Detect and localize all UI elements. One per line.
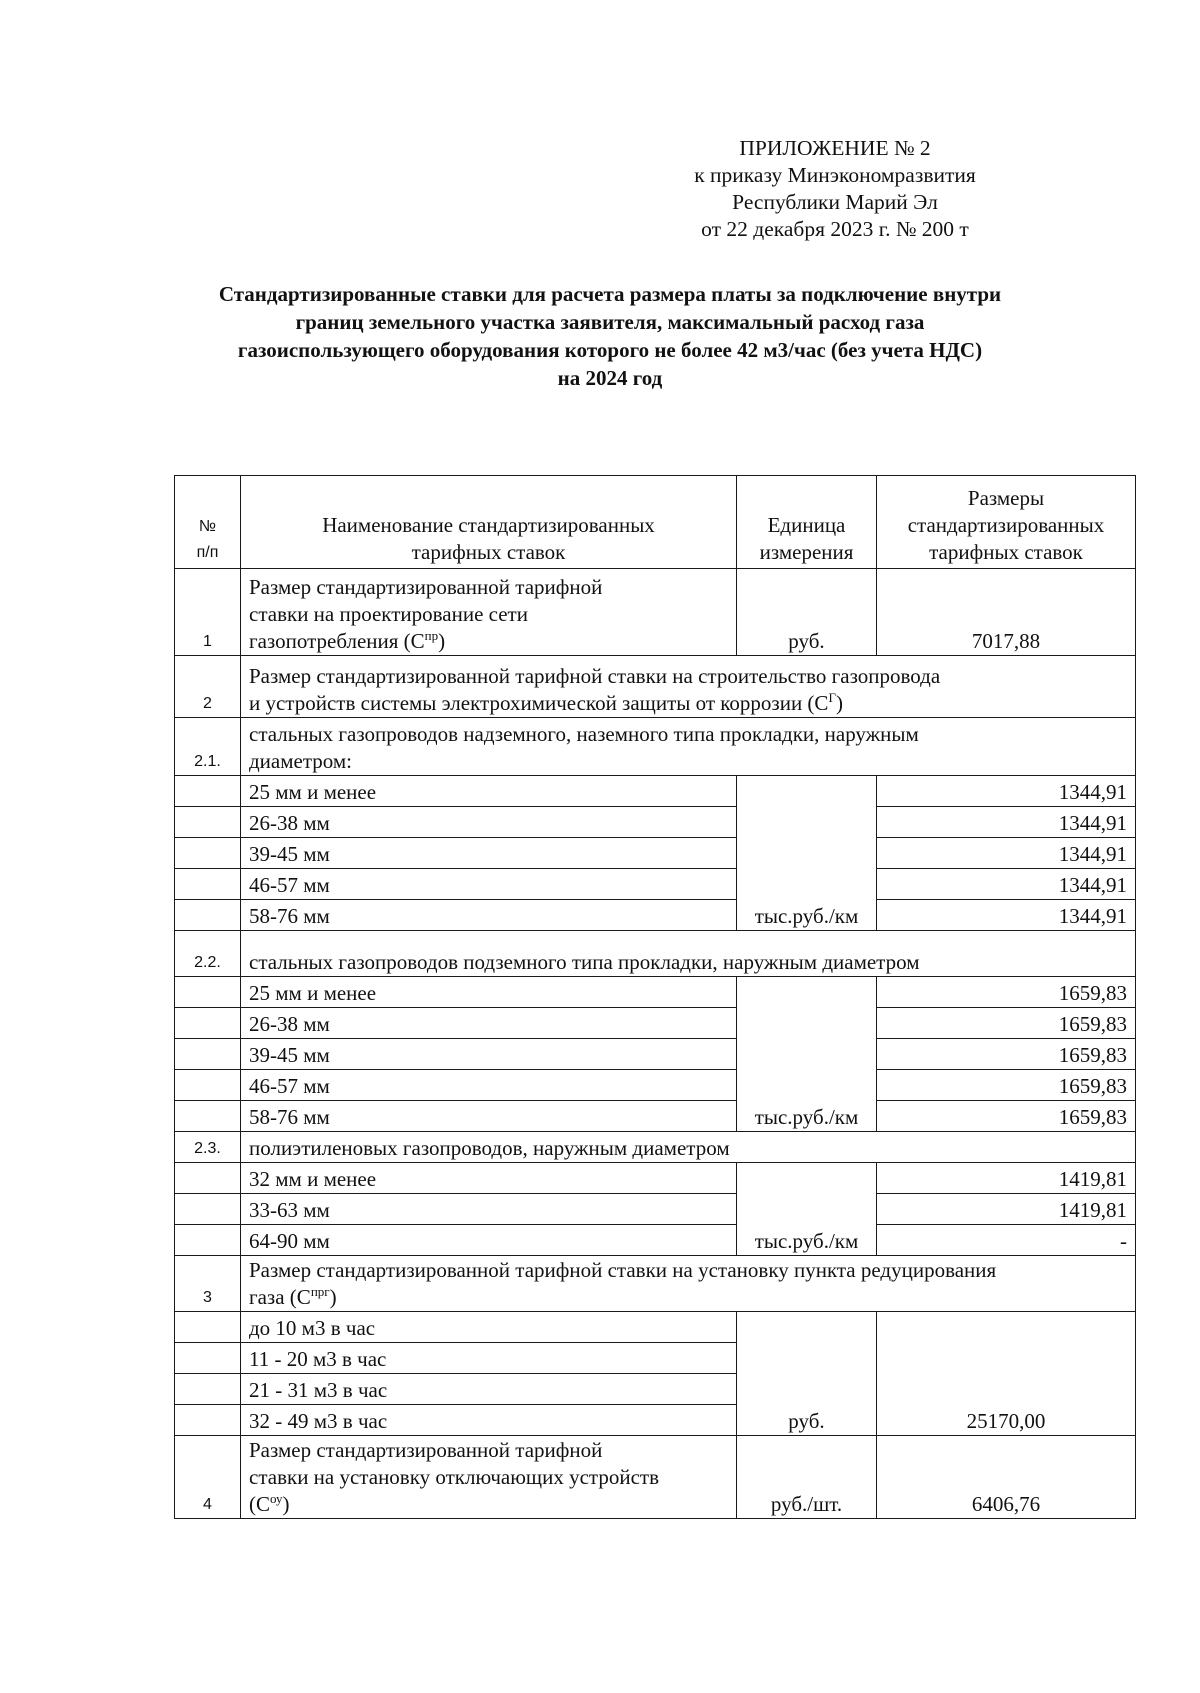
row-2-3-c-value: -: [877, 1225, 1136, 1256]
row-2-1-b-number: [175, 807, 241, 838]
row-2-1-b-value: 1344,91: [877, 807, 1136, 838]
row-2-1-e-value: 1344,91: [877, 900, 1136, 931]
header-name-line-1: Наименование стандартизированных: [322, 513, 655, 537]
row-2-3-unit: тыс.руб./км: [737, 1163, 877, 1256]
title-line-3: газоиспользующего оборудования которого не более 42 м3/час (без учета НДС): [237, 338, 983, 362]
row-1-name-line-3: газопотребления (С: [249, 629, 425, 653]
row-2-1-number: 2.1.: [175, 718, 241, 776]
header-name: [241, 476, 737, 569]
row-2-3-c-name: 64-90 мм: [241, 1225, 737, 1256]
table-row-2: [175, 656, 1136, 718]
row-2-2-d-name: 46-57 мм: [241, 1070, 737, 1101]
title-line-2: границ земельного участка заявителя, максимальный расход газа: [295, 310, 925, 334]
row-2-2-d-value: 1659,83: [877, 1070, 1136, 1101]
row-3-a-number: [175, 1312, 241, 1343]
row-4-name-line-1: Размер стандартизированной тарифной: [249, 1438, 603, 1462]
row-2-2-b-number: [175, 1008, 241, 1039]
row-2-name-line-1: Размер стандартизированной тарифной ставки на строительство газопровода: [249, 664, 941, 688]
row-1-unit: руб.: [737, 569, 877, 656]
table-row-2-1: [175, 718, 1136, 776]
table-row-4: [175, 1436, 1136, 1519]
table-row-2-1-e: [175, 900, 1136, 931]
title-line-1: Стандартизированные ставки для расчета размера платы за подключение внутри: [218, 282, 1002, 306]
row-1-value: 7017,88: [877, 569, 1136, 656]
table-row-2-3: [175, 1132, 1136, 1163]
row-2-1-c-number: [175, 838, 241, 869]
row-4-unit: руб./шт.: [737, 1436, 877, 1519]
row-4-name-line-2: ставки на установку отключающих устройств: [249, 1465, 659, 1489]
table-row-3: [175, 1256, 1136, 1312]
row-2-1-name: [241, 718, 1136, 776]
row-2-1-a-number: [175, 776, 241, 807]
row-4-name-line-3: (С: [249, 1492, 270, 1516]
row-3-c-number: [175, 1374, 241, 1405]
row-2-3-b-value: 1419,81: [877, 1194, 1136, 1225]
row-1-name: [241, 569, 737, 656]
header-name-line-2: тарифных ставок: [411, 540, 566, 564]
row-2-1-d-name: 46-57 мм: [241, 869, 737, 900]
row-2-3-b-name: 33-63 мм: [241, 1194, 737, 1225]
row-2-3-b-number: [175, 1194, 241, 1225]
row-4-number: 4: [175, 1436, 241, 1519]
row-2-superscript: Г: [828, 690, 836, 705]
row-3-name-line-1: Размер стандартизированной тарифной ставки на установку пункта редуцирования: [249, 1258, 997, 1282]
row-3-value: 25170,00: [877, 1312, 1136, 1436]
row-3-number: 3: [175, 1256, 241, 1312]
row-2-2-b-name: 26-38 мм: [241, 1008, 737, 1039]
header-size: [877, 476, 1136, 569]
header-unit-line-1: Единица: [767, 513, 846, 537]
table-row-2-2: [175, 931, 1136, 977]
rates-table: [174, 475, 1136, 1519]
row-2-2-number: 2.2.: [175, 931, 241, 977]
appendix-date-line: от 22 декабря 2023 г. № 200 т: [701, 217, 969, 241]
header-size-line-3: тарифных ставок: [929, 540, 1083, 564]
row-1-name-line-1: Размер стандартизированной тарифной: [249, 575, 603, 599]
header-unit: [737, 476, 877, 569]
table-row-2-1-a: [175, 776, 1136, 807]
header-number-line-2: п/п: [196, 544, 219, 561]
row-2-2-e-value: 1659,83: [877, 1101, 1136, 1132]
row-4-name: [241, 1436, 737, 1519]
row-2-3-a-name: 32 мм и менее: [241, 1163, 737, 1194]
row-2-1-name-line-2: диаметром:: [249, 749, 353, 773]
header-unit-line-2: измерения: [759, 540, 854, 564]
row-2-3-name: полиэтиленовых газопроводов, наружным диаметром: [241, 1132, 1136, 1163]
row-2-2-b-value: 1659,83: [877, 1008, 1136, 1039]
row-2-1-b-name: 26-38 мм: [241, 807, 737, 838]
row-2-1-d-number: [175, 869, 241, 900]
row-1-number: 1: [175, 569, 241, 656]
row-2-3-c-number: [175, 1225, 241, 1256]
row-2-3-number: 2.3.: [175, 1132, 241, 1163]
row-3-b-name: 11 - 20 м3 в час: [241, 1343, 737, 1374]
row-3-close-paren: ): [329, 1285, 337, 1309]
title-line-4: на 2024 год: [557, 366, 663, 390]
table-row-2-2-c: [175, 1039, 1136, 1070]
row-1-name-line-2: ставки на проектирование сети: [249, 602, 528, 626]
appendix-header: [620, 135, 1050, 243]
table-row-2-1-c: [175, 838, 1136, 869]
row-2-3-a-value: 1419,81: [877, 1163, 1136, 1194]
row-3-b-number: [175, 1343, 241, 1374]
row-2-1-c-name: 39-45 мм: [241, 838, 737, 869]
table-header-row: [175, 476, 1136, 569]
row-2-number: 2: [175, 656, 241, 718]
row-2-3-a-number: [175, 1163, 241, 1194]
row-1-superscript: пр: [424, 628, 439, 643]
row-2-2-e-name: 58-76 мм: [241, 1101, 737, 1132]
table-row-2-2-a: [175, 977, 1136, 1008]
row-3-superscript: прг: [310, 1284, 330, 1299]
row-2-name: [241, 656, 1136, 718]
appendix-republic-line: Республики Марий Эл: [732, 190, 938, 214]
row-2-close-paren: ): [835, 691, 843, 715]
row-2-2-d-number: [175, 1070, 241, 1101]
table-row-2-2-d: [175, 1070, 1136, 1101]
table-row-3-a: [175, 1312, 1136, 1343]
row-3-a-name: до 10 м3 в час: [241, 1312, 737, 1343]
table-row-2-2-b: [175, 1008, 1136, 1039]
document-title: [170, 280, 1050, 392]
header-size-line-2: стандартизированных: [907, 513, 1105, 537]
table-row-2-2-e: [175, 1101, 1136, 1132]
row-2-2-unit: тыс.руб./км: [737, 977, 877, 1132]
row-2-1-e-name: 58-76 мм: [241, 900, 737, 931]
row-2-2-c-number: [175, 1039, 241, 1070]
row-2-2-name: стальных газопроводов подземного типа прокладки, наружным диаметром: [241, 931, 1136, 977]
table-row-2-3-a: [175, 1163, 1136, 1194]
header-size-line-1: Размеры: [967, 486, 1045, 510]
table-row-2-1-b: [175, 807, 1136, 838]
row-3-d-number: [175, 1405, 241, 1436]
appendix-order-line: к приказу Минэкономразвития: [694, 163, 976, 187]
table-row-2-3-b: [175, 1194, 1136, 1225]
row-2-name-line-2: и устройств системы электрохимической защиты от коррозии (С: [249, 691, 829, 715]
appendix-title: ПРИЛОЖЕНИЕ № 2: [739, 136, 931, 160]
row-2-1-a-value: 1344,91: [877, 776, 1136, 807]
row-3-c-name: 21 - 31 м3 в час: [241, 1374, 737, 1405]
row-2-2-c-name: 39-45 мм: [241, 1039, 737, 1070]
row-2-2-a-name: 25 мм и менее: [241, 977, 737, 1008]
table-row-2-3-c: [175, 1225, 1136, 1256]
row-2-1-unit: тыс.руб./км: [737, 776, 877, 931]
header-number: [175, 476, 241, 569]
row-3-name-line-2: газа (С: [249, 1285, 311, 1309]
row-2-1-d-value: 1344,91: [877, 869, 1136, 900]
row-1-close-paren: ): [438, 629, 446, 653]
row-4-superscript: оу: [270, 1491, 283, 1506]
row-2-1-c-value: 1344,91: [877, 838, 1136, 869]
row-2-1-name-line-1: стальных газопроводов надземного, наземного типа прокладки, наружным: [249, 722, 919, 746]
table-row-2-1-d: [175, 869, 1136, 900]
row-2-2-e-number: [175, 1101, 241, 1132]
row-4-value: 6406,76: [877, 1436, 1136, 1519]
row-2-1-e-number: [175, 900, 241, 931]
row-4-close-paren: ): [282, 1492, 290, 1516]
row-3-unit: руб.: [737, 1312, 877, 1436]
row-2-1-a-name: 25 мм и менее: [241, 776, 737, 807]
row-2-2-a-value: 1659,83: [877, 977, 1136, 1008]
table-row-1: [175, 569, 1136, 656]
header-number-line-1: №: [198, 518, 217, 535]
row-2-2-c-value: 1659,83: [877, 1039, 1136, 1070]
row-2-2-a-number: [175, 977, 241, 1008]
row-3-name: [241, 1256, 1136, 1312]
row-3-d-name: 32 - 49 м3 в час: [241, 1405, 737, 1436]
